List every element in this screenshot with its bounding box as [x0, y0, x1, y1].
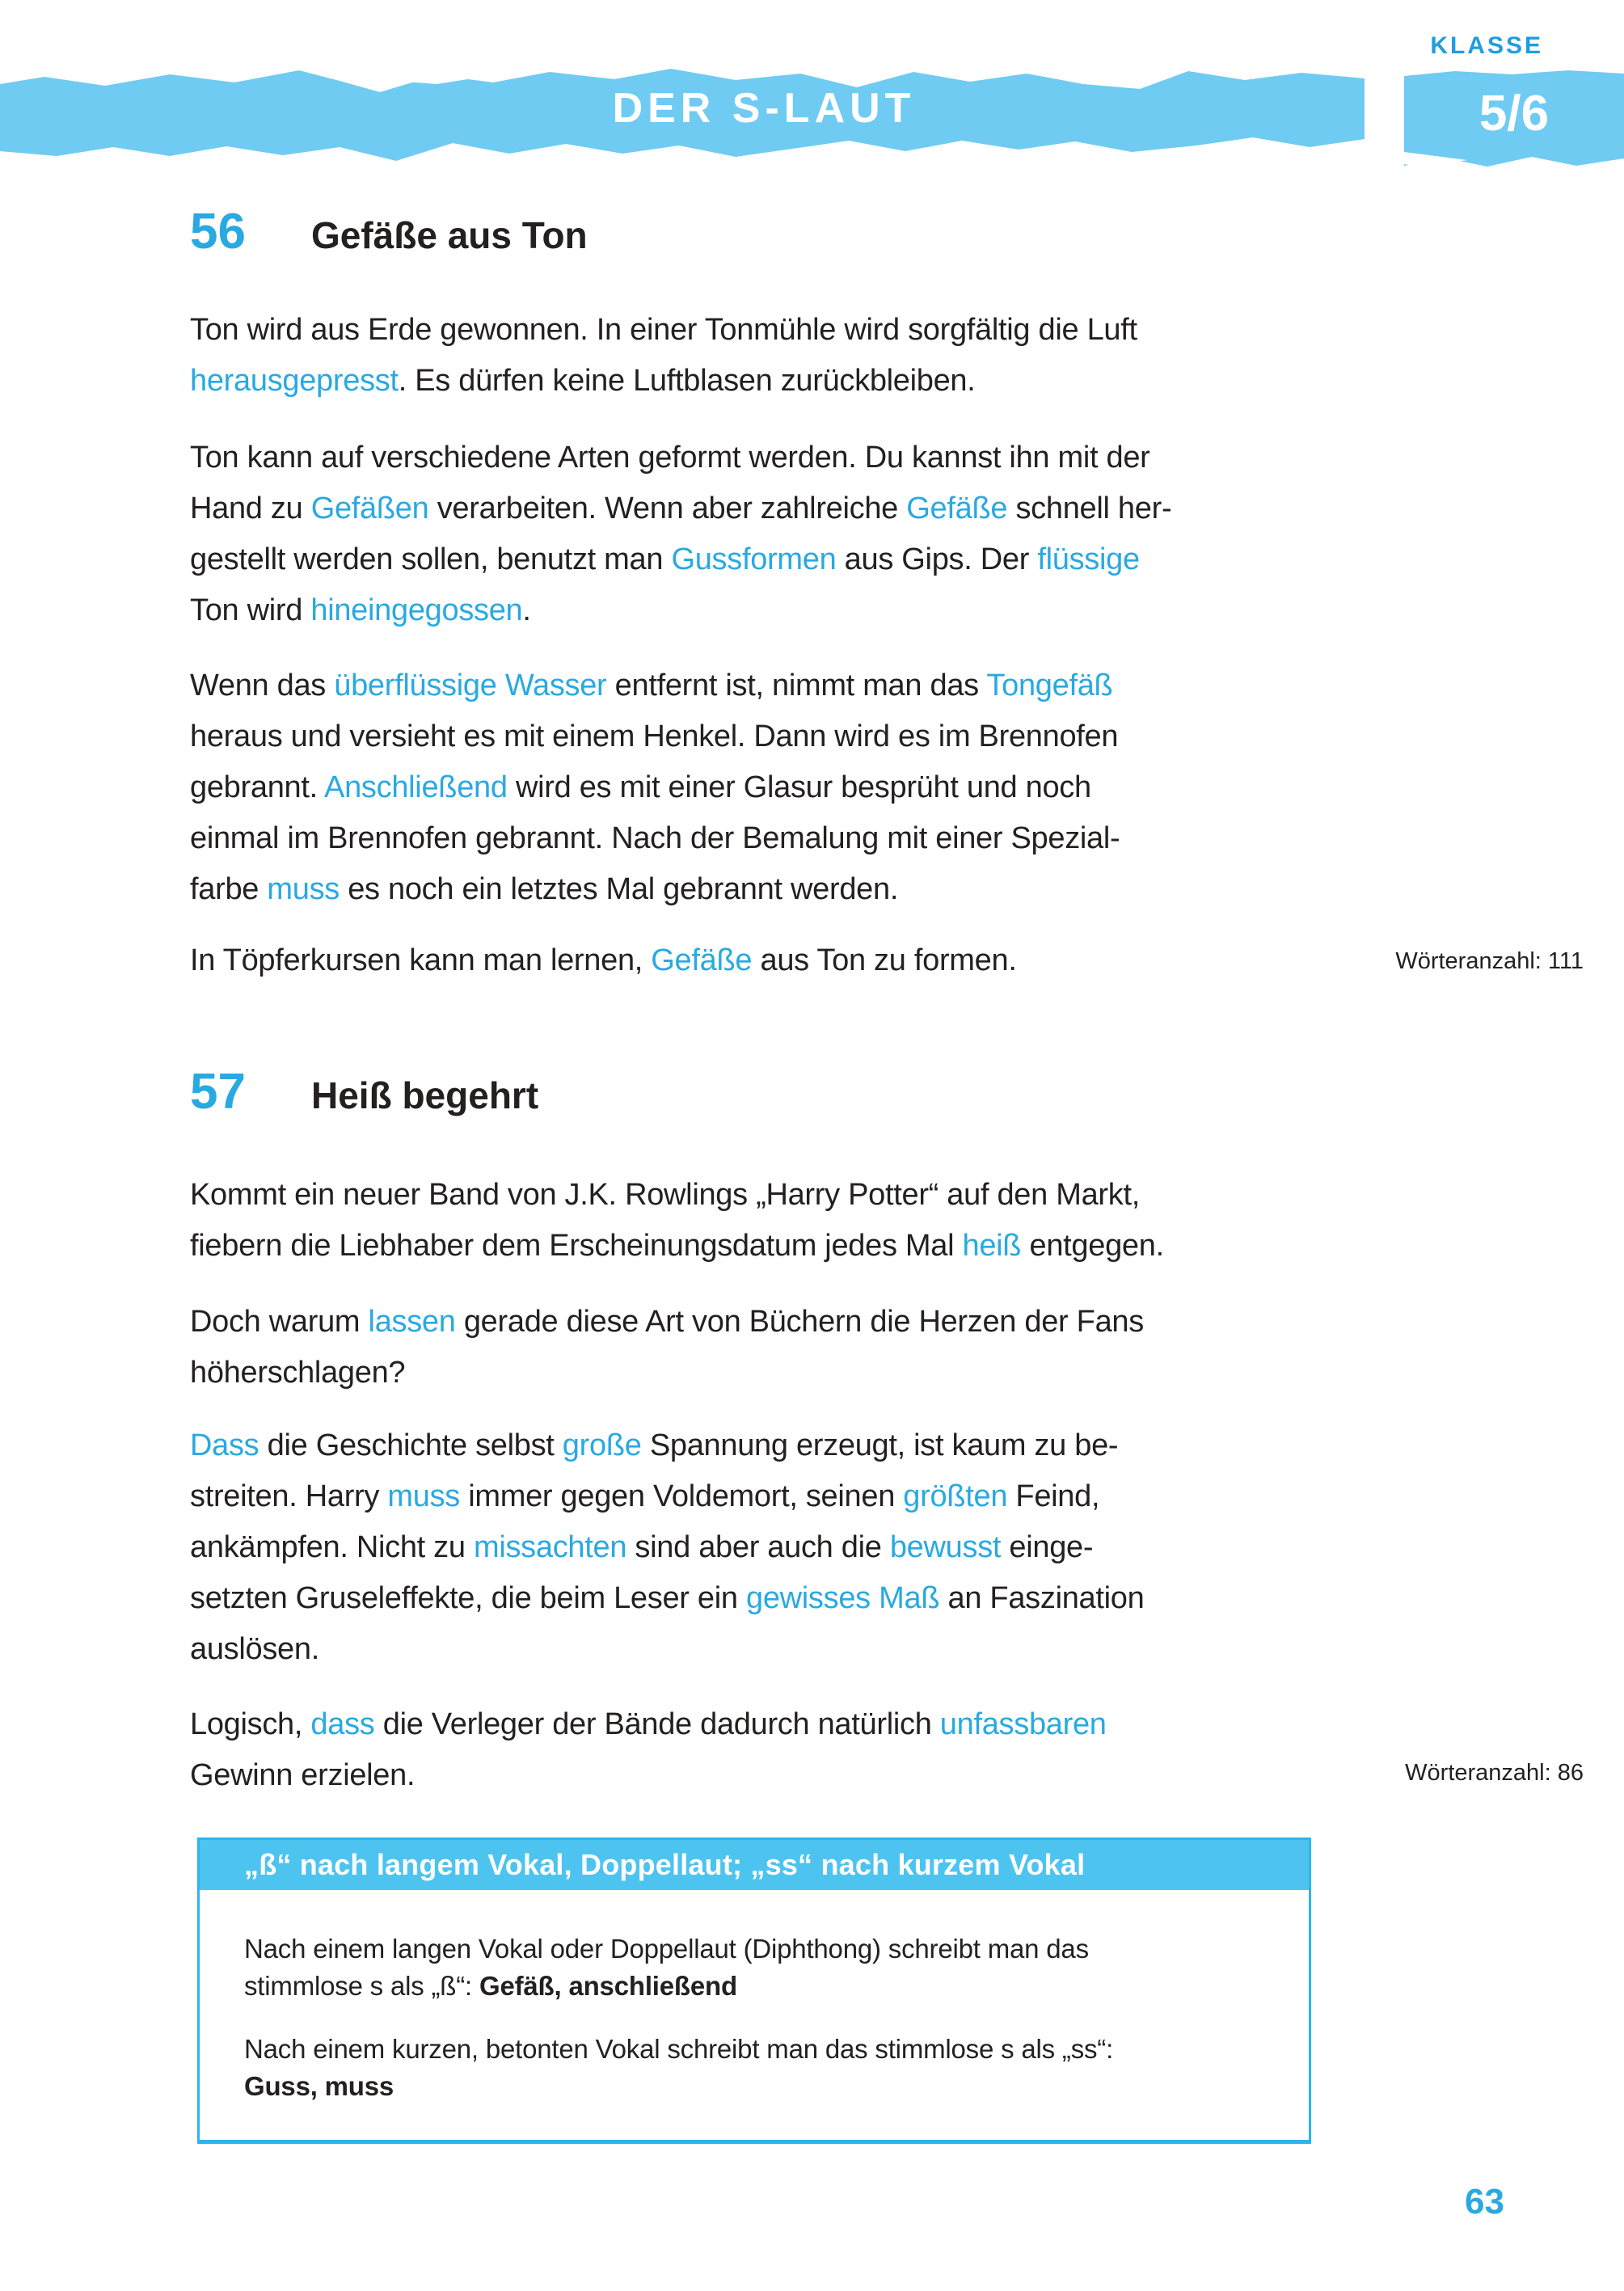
section-57-number: 57 [190, 1064, 246, 1120]
section-56-paragraph-3: Wenn das überflüssige Wasser entfernt ist, nimmt man das Tongefäß heraus und versieht es mit einem Henkel. Dann wird es im Brennofen gebrannt. Anschließend wird es mit einer Glasur besprüht und noch einmal im Brennofen gebrannt. Nach der Bemalung mit einer Spezial- farbe muss es noch ein letztes Mal gebrannt werden. [190, 669, 1120, 906]
section-57-paragraph-1: Kommt ein neuer Band von J.K. Rowlings „Harry Potter“ auf den Markt, fiebern die Liebhaber dem Erscheinungsdatum jedes Mal heiß entgegen. [190, 1178, 1164, 1263]
klasse-badge: 5/6 [1478, 86, 1550, 141]
section-56-word-count: Wörteranzahl: 111 [1395, 948, 1584, 974]
rule-box [197, 1837, 1311, 2144]
section-57-title: Heiß begehrt [311, 1074, 539, 1116]
rule-box-title: „ß“ nach langem Vokal, Doppellaut; „ss“ nach kurzem Vokal [200, 1840, 1309, 1890]
section-57-paragraph-2: Doch warum lassen gerade diese Art von Büchern die Herzen der Fans höherschlagen? [190, 1305, 1144, 1390]
section-56-paragraph-1: Ton wird aus Erde gewonnen. In einer Tonmühle wird sorgfältig die Luft herausgepresst. Es dürfen keine Luftblasen zurückbleiben. [190, 313, 1137, 398]
text-column [190, 0, 1584, 2291]
rule-box-paragraph-1: Nach einem langen Vokal oder Doppellaut (Diphthong) schreibt man das stimmlose s als „ß“: Gefäß, anschließend [244, 1934, 1089, 2001]
section-56-heading [190, 204, 588, 259]
section-57-word-count: Wörteranzahl: 86 [1405, 1760, 1584, 1786]
klasse-label: KLASSE [1430, 32, 1543, 59]
section-56-paragraph-4: In Töpferkursen kann man lernen, Gefäße aus Ton zu formen. [190, 943, 1017, 977]
section-57-paragraph-3: Dass die Geschichte selbst große Spannung erzeugt, ist kaum zu be- streiten. Harry muss immer gegen Voldemort, seinen größten Feind, ankämpfen. Nicht zu missachten sind aber auch die bewusst einge- setzten Gruseleffekte, die beim Leser ein gewisses Maß an Faszination auslösen. [190, 1428, 1145, 1666]
section-56-number: 56 [190, 204, 246, 259]
section-57-paragraph-4: Logisch, dass die Verleger der Bände dadurch natürlich unfassbaren Gewinn erzielen. [190, 1707, 1107, 1792]
rule-box-paragraph-2: Nach einem kurzen, betonten Vokal schreibt man das stimmlose s als „ss“: Guss, muss [244, 2034, 1114, 2101]
page-header-title: DER S-LAUT [612, 85, 916, 132]
rule-box-body [200, 1890, 1309, 2105]
section-56-paragraph-2: Ton kann auf verschiedene Arten geformt werden. Du kannst ihn mit der Hand zu Gefäßen verarbeiten. Wenn aber zahlreiche Gefäße schnell her- gestellt werden sollen, benutzt man Gussformen aus Gips. Der flüssige Ton wird hineingegossen. [190, 441, 1172, 627]
section-57-heading [190, 1064, 539, 1120]
section-56-title: Gefäße aus Ton [311, 214, 588, 256]
page-number: 63 [1465, 2182, 1504, 2221]
